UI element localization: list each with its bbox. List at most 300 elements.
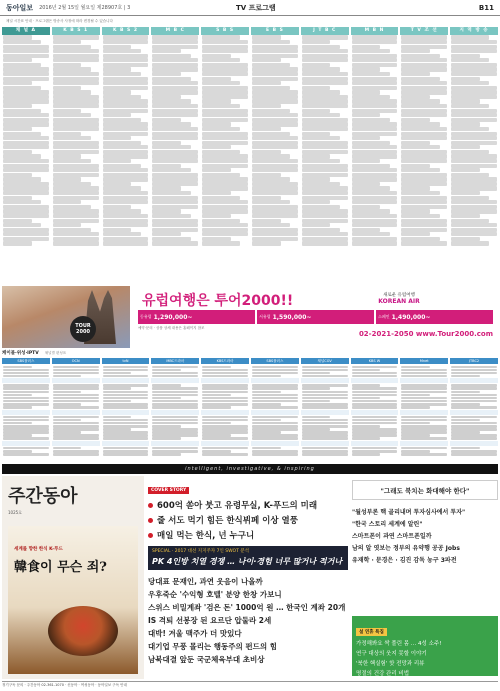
tv-channel-column [251, 27, 299, 285]
program-line [3, 173, 32, 177]
program-line [103, 136, 132, 140]
program-line [3, 241, 32, 245]
program-line [451, 77, 480, 81]
bullet-icon [148, 533, 153, 538]
program-line [301, 378, 349, 383]
program-line [152, 375, 198, 378]
program-line [252, 109, 290, 113]
program-line [252, 241, 281, 245]
channel-listing [351, 35, 399, 285]
program-line [103, 54, 149, 58]
program-line [152, 369, 181, 372]
program-line [53, 232, 99, 236]
program-line [202, 67, 248, 71]
program-line [451, 164, 497, 168]
program-line [302, 387, 331, 390]
program-line [352, 90, 381, 94]
program-line [202, 127, 240, 131]
program-line [152, 391, 198, 394]
program-line [352, 205, 381, 209]
article-headline: 남북대결 앞둔 국군체육부대 초비상 [148, 655, 265, 664]
program-line [252, 86, 290, 90]
program-line [103, 209, 141, 213]
channel-listing [251, 35, 299, 285]
program-line [451, 196, 489, 200]
program-line [401, 191, 439, 195]
program-line [103, 437, 149, 440]
program-line [3, 416, 49, 419]
program-line [401, 72, 430, 76]
program-line [451, 86, 497, 90]
program-line [302, 154, 331, 158]
program-line [401, 372, 447, 375]
article-headline: 우후죽순 '수익형 호텔' 분양 한창 가보니 [148, 590, 282, 599]
program-line [451, 150, 489, 154]
program-line [103, 72, 141, 76]
program-line [352, 145, 398, 149]
program-line [53, 86, 82, 90]
program-line [252, 95, 298, 99]
program-line [352, 223, 398, 227]
program-line [202, 35, 240, 39]
program-line [451, 366, 497, 369]
program-line [252, 191, 298, 195]
right-article-headline: "한국 스토리 세계에 알린" [352, 521, 423, 528]
program-line [401, 453, 447, 456]
program-line [252, 205, 298, 209]
program-line [252, 372, 298, 375]
program-line [302, 67, 340, 71]
program-line [401, 99, 439, 103]
program-line [302, 228, 340, 232]
program-line [352, 49, 390, 53]
price-label: 서유럽 [259, 314, 271, 319]
program-line [53, 391, 82, 394]
iptv-channel-header: SBS플러스 [251, 358, 299, 364]
program-line [202, 177, 248, 181]
ad-contact: 02-2021-2050 www.Tour2000.com [358, 330, 493, 338]
program-line [3, 159, 49, 163]
price-tag [376, 310, 493, 324]
price-label: 동유럽 [140, 314, 152, 319]
program-line [3, 81, 32, 85]
program-line [252, 397, 298, 400]
iptv-listing [102, 364, 150, 462]
right-article-headline: "월성부론 핵 골리내며 투자심사에서 투자" [352, 509, 466, 516]
program-line [451, 219, 489, 223]
program-line [202, 109, 248, 113]
program-line [352, 40, 398, 44]
program-line [252, 419, 281, 422]
program-line [302, 186, 348, 190]
program-line [252, 437, 298, 440]
program-line [202, 104, 240, 108]
program-line [451, 453, 497, 456]
program-line [103, 40, 149, 44]
program-line [202, 387, 248, 390]
program-line [3, 118, 49, 122]
program-line [302, 58, 348, 62]
program-line [352, 67, 381, 71]
program-line [3, 58, 32, 62]
program-line [252, 122, 298, 126]
program-line [103, 205, 132, 209]
ad-side [357, 292, 441, 305]
program-line [53, 369, 99, 372]
program-line [3, 104, 32, 108]
program-line [53, 132, 82, 136]
program-line [252, 72, 298, 76]
program-line [352, 132, 398, 136]
program-line [3, 182, 49, 186]
program-line [302, 196, 348, 200]
program-line [103, 45, 132, 49]
program-line [401, 437, 447, 440]
program-line [401, 154, 447, 158]
program-line [401, 406, 430, 409]
program-line [103, 58, 149, 62]
program-line [301, 410, 349, 415]
special-box [352, 616, 498, 687]
program-line [202, 45, 248, 49]
program-line [103, 109, 149, 113]
program-line [202, 159, 248, 163]
program-line [401, 219, 447, 223]
program-line [53, 437, 99, 440]
iptv-channel-column [301, 358, 349, 462]
tv-channel-column [151, 27, 199, 285]
program-line [152, 164, 181, 168]
program-line [3, 369, 49, 372]
program-line [103, 168, 149, 172]
program-line [451, 173, 489, 177]
iptv-listing [251, 364, 299, 462]
program-line [352, 397, 381, 400]
program-line [103, 164, 141, 168]
program-line [151, 410, 199, 415]
program-line [401, 145, 439, 149]
program-line [451, 209, 497, 213]
program-line [2, 441, 50, 446]
program-line [53, 191, 99, 195]
program-line [252, 394, 298, 397]
article-headline: 대기업 무풍 몰리는 행동주의 펀드의 힘 [148, 642, 277, 651]
program-line [252, 237, 298, 241]
program-line [401, 200, 447, 204]
program-line [451, 72, 497, 76]
iptv-channel-column [52, 358, 100, 462]
program-line [252, 164, 298, 168]
program-line [352, 81, 398, 85]
program-line [53, 58, 99, 62]
program-line [152, 237, 190, 241]
program-line [451, 118, 497, 122]
program-line [352, 182, 381, 186]
program-line [3, 177, 41, 181]
masthead [0, 0, 500, 16]
price-value: 1,590,000~ [272, 313, 312, 321]
program-line [302, 232, 348, 236]
program-line [152, 406, 198, 409]
program-line [401, 209, 430, 213]
iptv-title: 케이블·위성·IPTV [2, 351, 39, 356]
tv-channel-column [52, 27, 100, 285]
article-headline: 스위스 비밀계좌 '검은 돈' 1000억 원 … 한국인 계좌 20개 [148, 603, 346, 612]
program-line [152, 437, 181, 440]
program-line [3, 397, 49, 400]
program-line [2, 378, 50, 383]
program-line [451, 122, 480, 126]
iptv-channel-header: JTBC2 [450, 358, 498, 364]
channel-info: 채널 시간표 안내 · 프로그램은 방송사 사정에 따라 변경될 수 있습니다 [6, 19, 113, 23]
program-line [103, 219, 149, 223]
program-line [3, 40, 41, 44]
program-line [53, 416, 99, 419]
program-line [401, 168, 439, 172]
program-line [202, 122, 231, 126]
iptv-channel-header: KBS W [351, 358, 399, 364]
program-line [302, 191, 348, 195]
tv-channel-column [201, 27, 249, 285]
article-list [148, 574, 348, 667]
cover-kicker: 세계를 향한 한식 K-푸드 [14, 547, 63, 552]
program-line [53, 113, 91, 117]
program-line [53, 173, 99, 177]
program-line [3, 77, 49, 81]
program-line [302, 40, 331, 44]
program-line [152, 113, 198, 117]
program-line [3, 419, 49, 422]
program-line [451, 104, 489, 108]
iptv-channel-column [400, 358, 448, 462]
iptv-listing [2, 364, 50, 462]
program-line [252, 127, 281, 131]
program-line [401, 182, 447, 186]
tv-channel-column [2, 27, 50, 285]
program-line [451, 375, 480, 378]
program-line [53, 145, 99, 149]
program-line [401, 416, 447, 419]
program-line [302, 164, 348, 168]
program-line [202, 58, 240, 62]
program-line [3, 63, 41, 67]
swot-banner [148, 546, 348, 570]
iptv-channel-column [2, 358, 50, 462]
program-line [450, 410, 498, 415]
program-line [103, 145, 149, 149]
right-article-headline: 스마트폰이 과연 스마트폰일까 [352, 533, 432, 540]
program-line [252, 136, 298, 140]
program-line [451, 387, 497, 390]
program-line [401, 54, 439, 58]
program-line [103, 397, 149, 400]
program-line [400, 378, 448, 383]
program-line [2, 410, 50, 415]
program-line [53, 154, 82, 158]
program-line [3, 67, 49, 71]
iptv-channel-header: tvN [102, 358, 150, 364]
channel-listing [52, 35, 100, 285]
program-line [352, 63, 398, 67]
program-line [103, 122, 149, 126]
program-line [152, 214, 190, 218]
program-line [401, 159, 447, 163]
program-line [3, 437, 49, 440]
program-line [3, 214, 49, 218]
program-line [3, 154, 41, 158]
program-line [52, 378, 100, 383]
program-line [202, 391, 248, 394]
program-line [451, 35, 489, 39]
program-line [451, 228, 497, 232]
program-line [202, 40, 248, 44]
program-line [3, 186, 49, 190]
program-line [53, 214, 99, 218]
program-line [3, 209, 49, 213]
program-line [302, 173, 348, 177]
program-line [451, 67, 497, 71]
program-line [352, 154, 398, 158]
program-line [352, 104, 398, 108]
program-line [152, 416, 198, 419]
program-line [202, 164, 248, 168]
ad-side-line: 새로운 유럽여행 [383, 293, 415, 298]
cover-story-item [148, 529, 348, 541]
cover-story-item [148, 514, 348, 526]
channel-header: M B C [151, 27, 199, 35]
program-line [302, 372, 331, 375]
program-line [103, 191, 149, 195]
magazine-tagline: intelligent, investigative, & inspiring [2, 464, 498, 474]
program-line [401, 186, 430, 190]
program-line [3, 453, 49, 456]
program-line [352, 369, 381, 372]
program-line [202, 173, 240, 177]
iptv-listing [351, 364, 399, 462]
program-line [451, 136, 497, 140]
program-line [103, 369, 149, 372]
program-line [152, 95, 181, 99]
program-line [302, 159, 340, 163]
program-line [352, 453, 381, 456]
program-line [252, 150, 281, 154]
program-line [103, 406, 149, 409]
bibimbap-bowl-image [48, 606, 118, 656]
program-line [451, 58, 489, 62]
iptv-listing [450, 364, 498, 462]
program-line [401, 419, 447, 422]
cover-story-item [148, 499, 348, 511]
program-line [152, 209, 181, 213]
issue-date: 2016년 2월 15일 월요일 제28907호 | 3 [39, 5, 131, 11]
channel-header: J T B C [301, 27, 349, 35]
program-line [151, 378, 199, 383]
program-line [152, 177, 198, 181]
program-line [3, 132, 41, 136]
program-line [352, 35, 398, 39]
tv-channel-column [450, 27, 498, 285]
program-line [451, 406, 497, 409]
program-line [3, 122, 49, 126]
airline-brand: KOREAN AIR [378, 298, 420, 305]
program-line [401, 104, 447, 108]
program-line [152, 104, 198, 108]
program-line [351, 378, 399, 383]
cover-story-text: 줄 서도 먹기 힘든 한식뷔페 이상 열풍 [157, 516, 298, 526]
program-line [352, 232, 390, 236]
program-line [401, 223, 447, 227]
program-line [103, 90, 132, 94]
program-line [302, 132, 331, 136]
program-line [53, 45, 91, 49]
program-line [451, 132, 497, 136]
program-line [251, 441, 299, 446]
program-line [152, 168, 190, 172]
program-line [152, 81, 198, 85]
swot-headline: PK 4인방 치열 경쟁 … 나이·경험 너무 많거나 적거나 [152, 557, 343, 566]
program-line [152, 63, 198, 67]
program-line [103, 118, 141, 122]
program-line [103, 366, 149, 369]
program-line [53, 99, 99, 103]
program-line [252, 104, 281, 108]
program-line [252, 196, 281, 200]
program-line [302, 145, 348, 149]
program-line [451, 95, 497, 99]
program-line [3, 136, 49, 140]
program-line [3, 394, 32, 397]
program-line [103, 132, 149, 136]
program-line [53, 200, 82, 204]
program-line [451, 214, 480, 218]
program-line [53, 394, 99, 397]
program-line [202, 416, 248, 419]
program-line [352, 72, 390, 76]
program-line [401, 118, 430, 122]
program-line [151, 441, 199, 446]
iptv-listing [201, 364, 249, 462]
program-line [202, 369, 248, 372]
price-label: 스페인 [378, 314, 390, 319]
program-line [103, 77, 149, 81]
program-line [252, 200, 290, 204]
program-line [3, 54, 49, 58]
program-line [103, 200, 149, 204]
program-line [53, 241, 99, 245]
program-line [53, 406, 99, 409]
program-line [451, 159, 497, 163]
program-line [352, 173, 398, 177]
program-line [401, 63, 447, 67]
cover-story-text: 매일 먹는 한식, 넌 누구니 [157, 531, 255, 541]
program-line [152, 118, 181, 122]
program-line [53, 104, 99, 108]
program-line [352, 136, 381, 140]
special-box-line: 연구 대상의 웃지 못할 이야기 [356, 651, 427, 657]
program-line [53, 223, 82, 227]
program-line [451, 81, 489, 85]
program-line [451, 182, 497, 186]
ad-prices [138, 310, 493, 324]
ad-headline: 유럽여행은 투어2000!! [142, 293, 294, 309]
program-line [53, 372, 99, 375]
program-line [252, 366, 298, 369]
program-line [152, 387, 198, 390]
program-line [202, 241, 240, 245]
program-line [400, 410, 448, 415]
program-line [53, 63, 82, 67]
program-line [451, 63, 497, 67]
